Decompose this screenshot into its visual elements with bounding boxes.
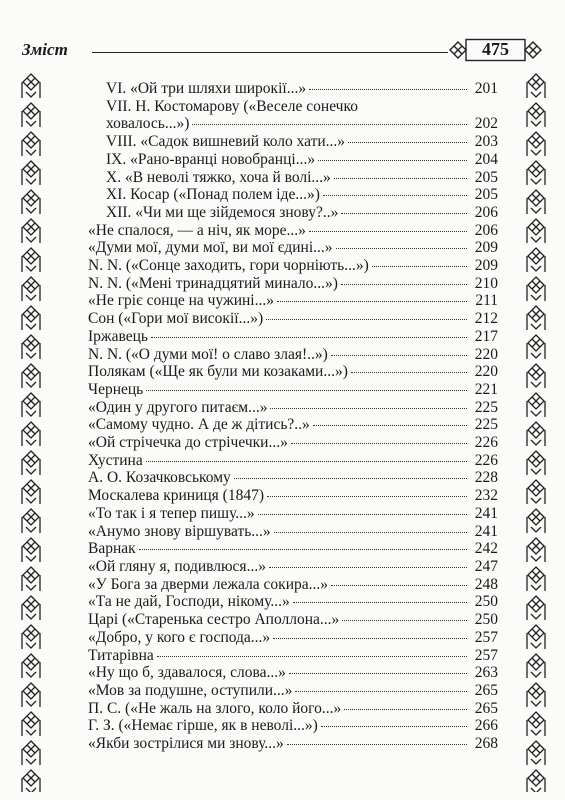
toc-entry-page: 203	[474, 133, 498, 151]
dot-leader	[344, 709, 467, 710]
toc-entry-page: 220	[474, 345, 498, 363]
toc-entry-title: Титарівна	[88, 646, 154, 664]
toc-entry-page: 248	[474, 575, 498, 593]
toc-entry	[88, 381, 498, 399]
toc-entry-title: N. N. («Сонце заходить, гори чорніють...»)	[88, 257, 369, 275]
toc-entry-page: 205	[474, 168, 498, 186]
toc-entry	[88, 222, 498, 240]
toc-entry	[88, 98, 498, 133]
toc-entry-page: 225	[474, 398, 498, 416]
dot-leader	[266, 319, 467, 320]
toc-entry-page: 266	[474, 717, 498, 735]
dot-leader	[309, 89, 467, 90]
dot-leader	[274, 532, 467, 533]
toc-entry-page: 225	[474, 416, 498, 434]
dot-leader	[336, 248, 467, 249]
toc-entry-title: VIII. «Садок вишневий коло хати...»	[106, 133, 346, 151]
toc-entry	[88, 629, 498, 647]
toc-entry-title-continued: ховалось...»)	[106, 115, 190, 133]
toc-entry	[88, 700, 498, 718]
toc-entry-page: 206	[474, 221, 498, 239]
dot-leader	[151, 337, 467, 338]
dot-leader	[331, 585, 467, 586]
toc-entry-title: «То так і я тепер пишу...»	[88, 504, 255, 522]
dot-leader	[309, 231, 467, 232]
header-rule	[92, 52, 448, 53]
toc-entry-page: 268	[474, 735, 498, 753]
toc-entry-title: XI. Косар («Понад полем іде...»)	[106, 186, 320, 204]
toc-entry	[88, 151, 498, 169]
toc-entry	[88, 576, 498, 594]
toc-entry-title: «Думи мої, думи мої, ви мої єдині...»	[88, 239, 333, 257]
toc-entry-page: 265	[474, 699, 498, 717]
toc-entry-page: 204	[474, 150, 498, 168]
toc-entry-page: 209	[474, 257, 498, 275]
dot-leader	[269, 567, 467, 568]
toc-entry-title: «Мов за подушне, оступили...»	[88, 681, 293, 699]
toc-entry-title: «Самому чудно. А де ж дітись?..»	[88, 416, 310, 434]
toc-entry-page: 250	[474, 611, 498, 629]
toc-entry	[88, 80, 498, 98]
toc-entry-title: IX. «Рано-вранці новобранці...»	[106, 150, 316, 168]
table-of-contents	[88, 80, 498, 753]
toc-entry-page: 242	[474, 540, 498, 558]
page-header	[22, 38, 543, 60]
dot-leader	[139, 549, 467, 550]
dot-leader	[342, 620, 467, 621]
toc-entry	[88, 416, 498, 434]
toc-entry-title: N. N. («Мені тринадцятий минало...»)	[88, 274, 338, 292]
toc-entry-page: 220	[474, 363, 498, 381]
toc-entry-title: «Анумо знову віршувать...»	[88, 522, 271, 540]
toc-entry	[88, 505, 498, 523]
toc-entry-title: «Ой гляну я, подивлюся...»	[88, 557, 266, 575]
toc-entry-page: 206	[474, 203, 498, 221]
toc-entry-page: 226	[474, 451, 498, 469]
toc-entry	[88, 611, 498, 629]
dot-leader	[234, 478, 467, 479]
toc-entry	[88, 452, 498, 470]
toc-entry-title: Г. З. («Немає гірше, як в неволі...»)	[88, 717, 318, 735]
dot-leader	[331, 355, 467, 356]
dot-leader	[293, 602, 467, 603]
toc-entry-title: «Якби зострілися ми знову...»	[88, 735, 284, 753]
toc-entry	[88, 186, 498, 204]
toc-entry-page: 209	[474, 239, 498, 257]
toc-entry	[88, 664, 498, 682]
toc-entry-title: XII. «Чи ми ще зійдемося знову?..»	[106, 203, 339, 221]
toc-entry	[88, 169, 498, 187]
dot-leader	[146, 461, 467, 462]
toc-entry	[88, 328, 498, 346]
toc-entry-title: А. О. Козачковському	[88, 469, 231, 487]
left-ornamental-border-icon	[20, 72, 42, 792]
dot-leader	[258, 514, 467, 515]
toc-entry	[88, 292, 498, 310]
dot-leader	[341, 284, 467, 285]
running-title: Зміст	[22, 40, 68, 59]
toc-entry-page: 201	[474, 80, 498, 97]
dot-leader	[267, 496, 467, 497]
toc-entry-page: 247	[474, 557, 498, 575]
toc-entry-page: 232	[474, 487, 498, 505]
toc-entry	[88, 593, 498, 611]
dot-leader	[334, 178, 467, 179]
toc-entry-title: X. «В неволі тяжко, хоча й волі...»	[106, 168, 331, 186]
toc-entry-page: 265	[474, 681, 498, 699]
toc-entry-page: 221	[474, 380, 498, 398]
dot-leader	[146, 390, 467, 391]
toc-entry	[88, 434, 498, 452]
dot-leader	[270, 408, 467, 409]
toc-entry	[88, 540, 498, 558]
page-number-ornament	[448, 38, 543, 62]
toc-entry-page: 205	[474, 186, 498, 204]
toc-entry-title: «Добро, у кого є господа...»	[88, 628, 271, 646]
dot-leader	[157, 656, 467, 657]
toc-entry-title: «Один у другого питаєм...»	[88, 398, 268, 416]
toc-entry	[88, 310, 498, 328]
toc-entry	[88, 363, 498, 381]
toc-entry	[88, 717, 498, 735]
dot-leader	[295, 691, 467, 692]
page-number: 475	[482, 39, 509, 59]
toc-entry-page: 210	[474, 274, 498, 292]
toc-entry-page: 257	[474, 628, 498, 646]
toc-entry	[88, 399, 498, 417]
dot-leader	[321, 726, 467, 727]
toc-entry-title: «Не гріє сонце на чужині...»	[88, 292, 274, 310]
dot-leader	[289, 673, 467, 674]
toc-entry-title: «Ой стрічечка до стрічечки...»	[88, 434, 288, 452]
toc-entry-page: 217	[474, 327, 498, 345]
toc-entry-page: 241	[474, 522, 498, 540]
toc-entry-title: П. С. («Не жаль на злого, коло його...»	[88, 699, 342, 717]
toc-entry-page: 250	[474, 593, 498, 611]
dot-leader	[287, 744, 467, 745]
toc-entry-page: 241	[474, 504, 498, 522]
toc-entry-title: «Та не дай, Господи, нікому...»	[88, 593, 290, 611]
toc-entry-title: N. N. («О думи мої! о славо злая!..»)	[88, 345, 328, 363]
toc-entry	[88, 239, 498, 257]
dot-leader	[318, 160, 467, 161]
toc-entry-page: 228	[474, 469, 498, 487]
toc-entry-title: Хустина	[88, 451, 143, 469]
toc-entry	[88, 257, 498, 275]
toc-entry	[88, 682, 498, 700]
toc-entry-page: 257	[474, 646, 498, 664]
toc-entry-page: 263	[474, 664, 498, 682]
toc-entry-page: 202	[474, 115, 498, 133]
toc-entry-title: VI. «Ой три шляхи широкії...»	[106, 80, 307, 97]
toc-entry-title: Сон («Гори мої високії...»)	[88, 310, 264, 328]
toc-entry	[88, 558, 498, 576]
toc-entry-title: VII. Н. Костомарову («Веселе сонечко	[106, 97, 358, 115]
toc-entry	[88, 133, 498, 151]
toc-entry	[88, 647, 498, 665]
dot-leader	[323, 195, 467, 196]
toc-entry	[88, 204, 498, 222]
toc-entry-title: «Ну що б, здавалося, слова...»	[88, 664, 286, 682]
toc-entry	[88, 275, 498, 293]
toc-entry	[88, 523, 498, 541]
toc-entry-title: Полякам («Ще як були ми козаками...»)	[88, 363, 348, 381]
toc-entry	[88, 487, 498, 505]
dot-leader	[341, 213, 467, 214]
toc-entry-title: Чернець	[88, 380, 144, 398]
toc-entry	[88, 735, 498, 753]
dot-leader	[351, 372, 467, 373]
dot-leader	[313, 425, 467, 426]
toc-entry	[88, 469, 498, 487]
toc-entry-page: 211	[475, 292, 498, 310]
dot-leader	[273, 638, 467, 639]
toc-entry-title: Варнак	[88, 540, 136, 558]
dot-leader	[348, 142, 467, 143]
toc-entry-title: Іржавець	[88, 327, 148, 345]
toc-entry-page: 226	[474, 434, 498, 452]
toc-entry-title: Москалева криниця (1847)	[88, 487, 264, 505]
toc-entry	[88, 346, 498, 364]
dot-leader	[372, 266, 467, 267]
dot-leader	[277, 301, 467, 302]
right-ornamental-border-icon	[525, 72, 547, 792]
toc-entry-page: 212	[474, 310, 498, 328]
toc-entry-title: «У Бога за дверми лежала сокира...»	[88, 575, 329, 593]
toc-entry-title: Царі («Старенька сестро Аполлона...»	[88, 611, 340, 629]
dot-leader	[192, 124, 467, 125]
toc-entry-title: «Не спалося, — а ніч, як море...»	[88, 221, 306, 239]
dot-leader	[291, 443, 467, 444]
